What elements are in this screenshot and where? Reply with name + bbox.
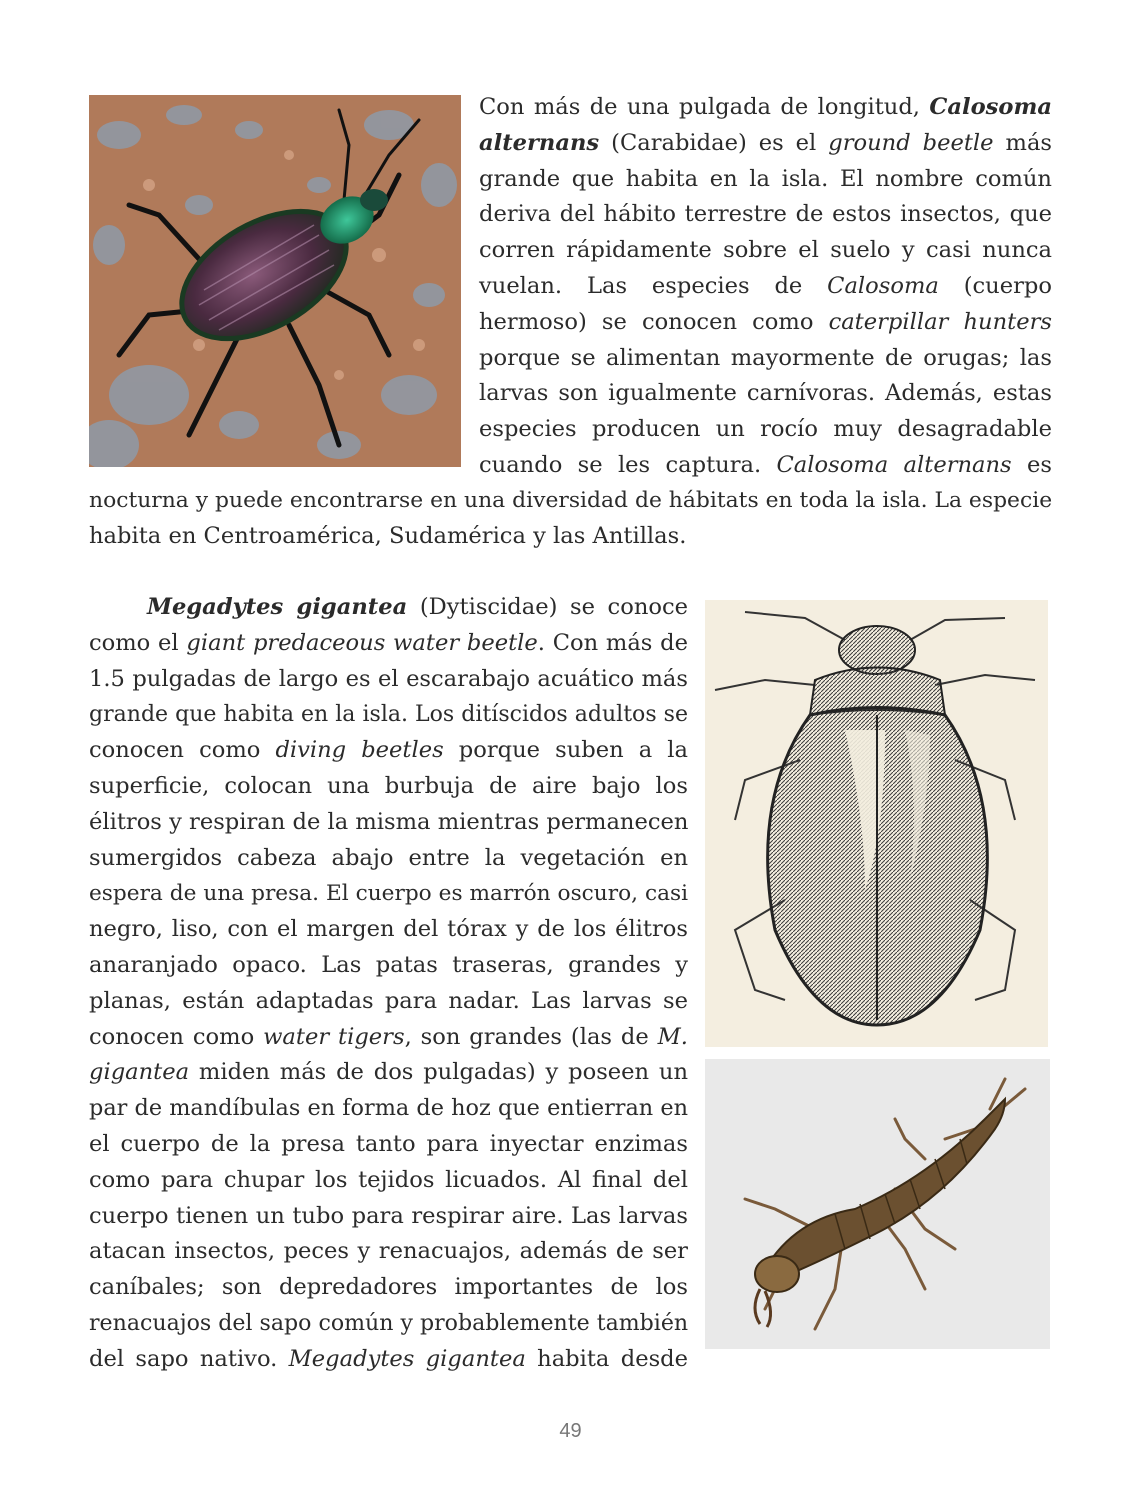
page-number: 49	[559, 1420, 582, 1442]
text-line	[479, 412, 1052, 448]
text-line	[89, 984, 688, 1020]
text-run: es	[1011, 451, 1052, 478]
text-run: (Carabidae) es el	[599, 129, 829, 156]
text-line	[479, 305, 1052, 341]
text-run: como para chupar los tejidos licuados. Al final del	[89, 1166, 688, 1193]
text-line	[479, 126, 1052, 162]
text-line	[89, 769, 688, 805]
text-line	[479, 448, 1052, 484]
text-line	[479, 197, 1052, 233]
water-beetle-drawing	[705, 600, 1048, 1047]
text-line	[479, 90, 1052, 126]
text-line	[89, 841, 688, 877]
larva-photo-icon	[705, 1059, 1050, 1349]
text-line	[89, 590, 688, 626]
italic-term: diving beetles	[275, 737, 444, 764]
text-run: nocturna y puede encontrarse en una diversidad de hábitats en toda la isla. La especie	[89, 488, 1053, 513]
text-run: porque se alimentan mayormente de orugas; las	[479, 344, 1052, 371]
text-line	[89, 1127, 688, 1163]
text-run: hermoso) se conocen como	[479, 308, 829, 335]
bold-italic-name: Calosoma	[929, 94, 1052, 120]
water-tiger-photo	[705, 1059, 1050, 1349]
text-line	[479, 341, 1052, 377]
text-run: sumergidos cabeza abajo entre la vegetación en	[89, 844, 688, 871]
text-run: par de mandíbulas en forma de hoz que entierran en	[89, 1095, 688, 1122]
text-line	[89, 697, 688, 733]
text-run: corren rápidamente sobre el suelo y casi nunca	[479, 237, 1052, 264]
paragraph-calosoma-continued	[89, 483, 1052, 555]
text-run: miden más de dos pulgadas) y poseen un	[189, 1059, 688, 1086]
italic-term: water tigers	[263, 1023, 405, 1050]
text-run: grande que habita en la isla. Los ditíscidos adultos se	[89, 702, 688, 728]
paragraph-calosoma	[479, 90, 1052, 484]
text-run: negro, liso, con el margen del tórax y de los élitros	[89, 916, 688, 943]
text-line	[89, 805, 688, 841]
text-line	[89, 662, 688, 698]
text-line	[89, 1055, 688, 1091]
text-line	[89, 912, 688, 948]
italic-term: Calosoma alternans	[776, 451, 1012, 478]
text-run: vuelan. Las especies de	[479, 272, 828, 299]
text-run: planas, están adaptadas para nadar. Las larvas se	[89, 987, 688, 1014]
text-run: cuerpo tienen un tubo para respirar aire. Las larvas	[89, 1202, 688, 1229]
text-run: larvas son igualmente carnívoras. Además, estas	[479, 380, 1052, 407]
italic-term: giant predaceous water beetle	[186, 629, 538, 656]
paragraph-megadytes	[89, 590, 688, 1378]
italic-term: M.	[657, 1023, 688, 1050]
italic-term: Megadytes gigantea	[288, 1345, 526, 1372]
text-run: , son grandes (las de	[404, 1023, 658, 1050]
text-run: 1.5 pulgadas de largo es el escarabajo acuático más	[89, 665, 688, 692]
text-run: anaranjado opaco. Las patas traseras, grandes y	[89, 951, 688, 978]
text-run: renacuajos del sapo común y probablemente también	[89, 1310, 689, 1336]
text-run: caníbales; son depredadores importantes de los	[89, 1274, 688, 1301]
text-line	[89, 1306, 688, 1342]
text-run: Con más de una pulgada de longitud,	[479, 94, 930, 120]
bold-italic-name: Megadytes gigantea	[147, 594, 408, 620]
text-run: el cuerpo de la presa tanto para inyectar enzimas	[89, 1130, 688, 1157]
text-run: porque suben a la	[443, 737, 688, 764]
text-line	[89, 1234, 688, 1270]
text-line	[479, 269, 1052, 305]
text-line	[89, 1342, 688, 1378]
text-run: deriva del hábito terrestre de estos insectos, que	[479, 201, 1052, 228]
text-run: atacan insectos, peces y renacuajos, además de ser	[89, 1238, 688, 1265]
text-line	[479, 376, 1052, 412]
italic-term: gigantea	[89, 1059, 190, 1086]
beetle-photo-icon	[89, 95, 461, 467]
beetle-drawing-icon	[705, 600, 1048, 1047]
text-run: como el	[89, 629, 187, 656]
text-line	[89, 483, 1052, 519]
text-run: . Con más de	[537, 629, 688, 656]
text-line	[89, 948, 688, 984]
text-line	[479, 162, 1052, 198]
text-line	[89, 1091, 688, 1127]
text-line	[89, 1020, 688, 1056]
italic-term: ground beetle	[828, 129, 994, 156]
text-run: cuando se les captura.	[479, 451, 777, 478]
text-line	[89, 1163, 688, 1199]
italic-term: caterpillar hunters	[828, 308, 1052, 335]
text-run: habita en Centroamérica, Sudamérica y las Antillas.	[89, 522, 687, 549]
text-line	[89, 733, 688, 769]
text-run: más	[993, 129, 1053, 156]
text-run: grande que habita en la isla. El nombre común	[479, 165, 1052, 192]
text-line	[89, 876, 688, 912]
text-run: conocen como	[89, 737, 276, 764]
text-run: espera de una presa. El cuerpo es marrón oscuro, casi	[89, 881, 688, 907]
text-run: (cuerpo	[938, 272, 1052, 299]
text-run: especies producen un rocío muy desagradable	[479, 416, 1052, 443]
text-line	[479, 233, 1052, 269]
text-run: conocen como	[89, 1023, 264, 1050]
text-line	[89, 1270, 688, 1306]
text-run: habita desde	[525, 1345, 688, 1372]
italic-term: Calosoma	[827, 272, 939, 299]
text-run: élitros y respiran de la misma mientras permanecen	[89, 808, 689, 835]
bold-italic-name: alternans	[479, 129, 600, 156]
text-line	[89, 519, 1052, 555]
ground-beetle-photo	[89, 95, 461, 467]
text-run: del sapo nativo.	[89, 1345, 289, 1372]
text-line	[89, 626, 688, 662]
text-run: (Dytiscidae) se conoce	[407, 594, 688, 620]
text-run: superficie, colocan una burbuja de aire bajo los	[89, 772, 688, 799]
text-line	[89, 1199, 688, 1235]
